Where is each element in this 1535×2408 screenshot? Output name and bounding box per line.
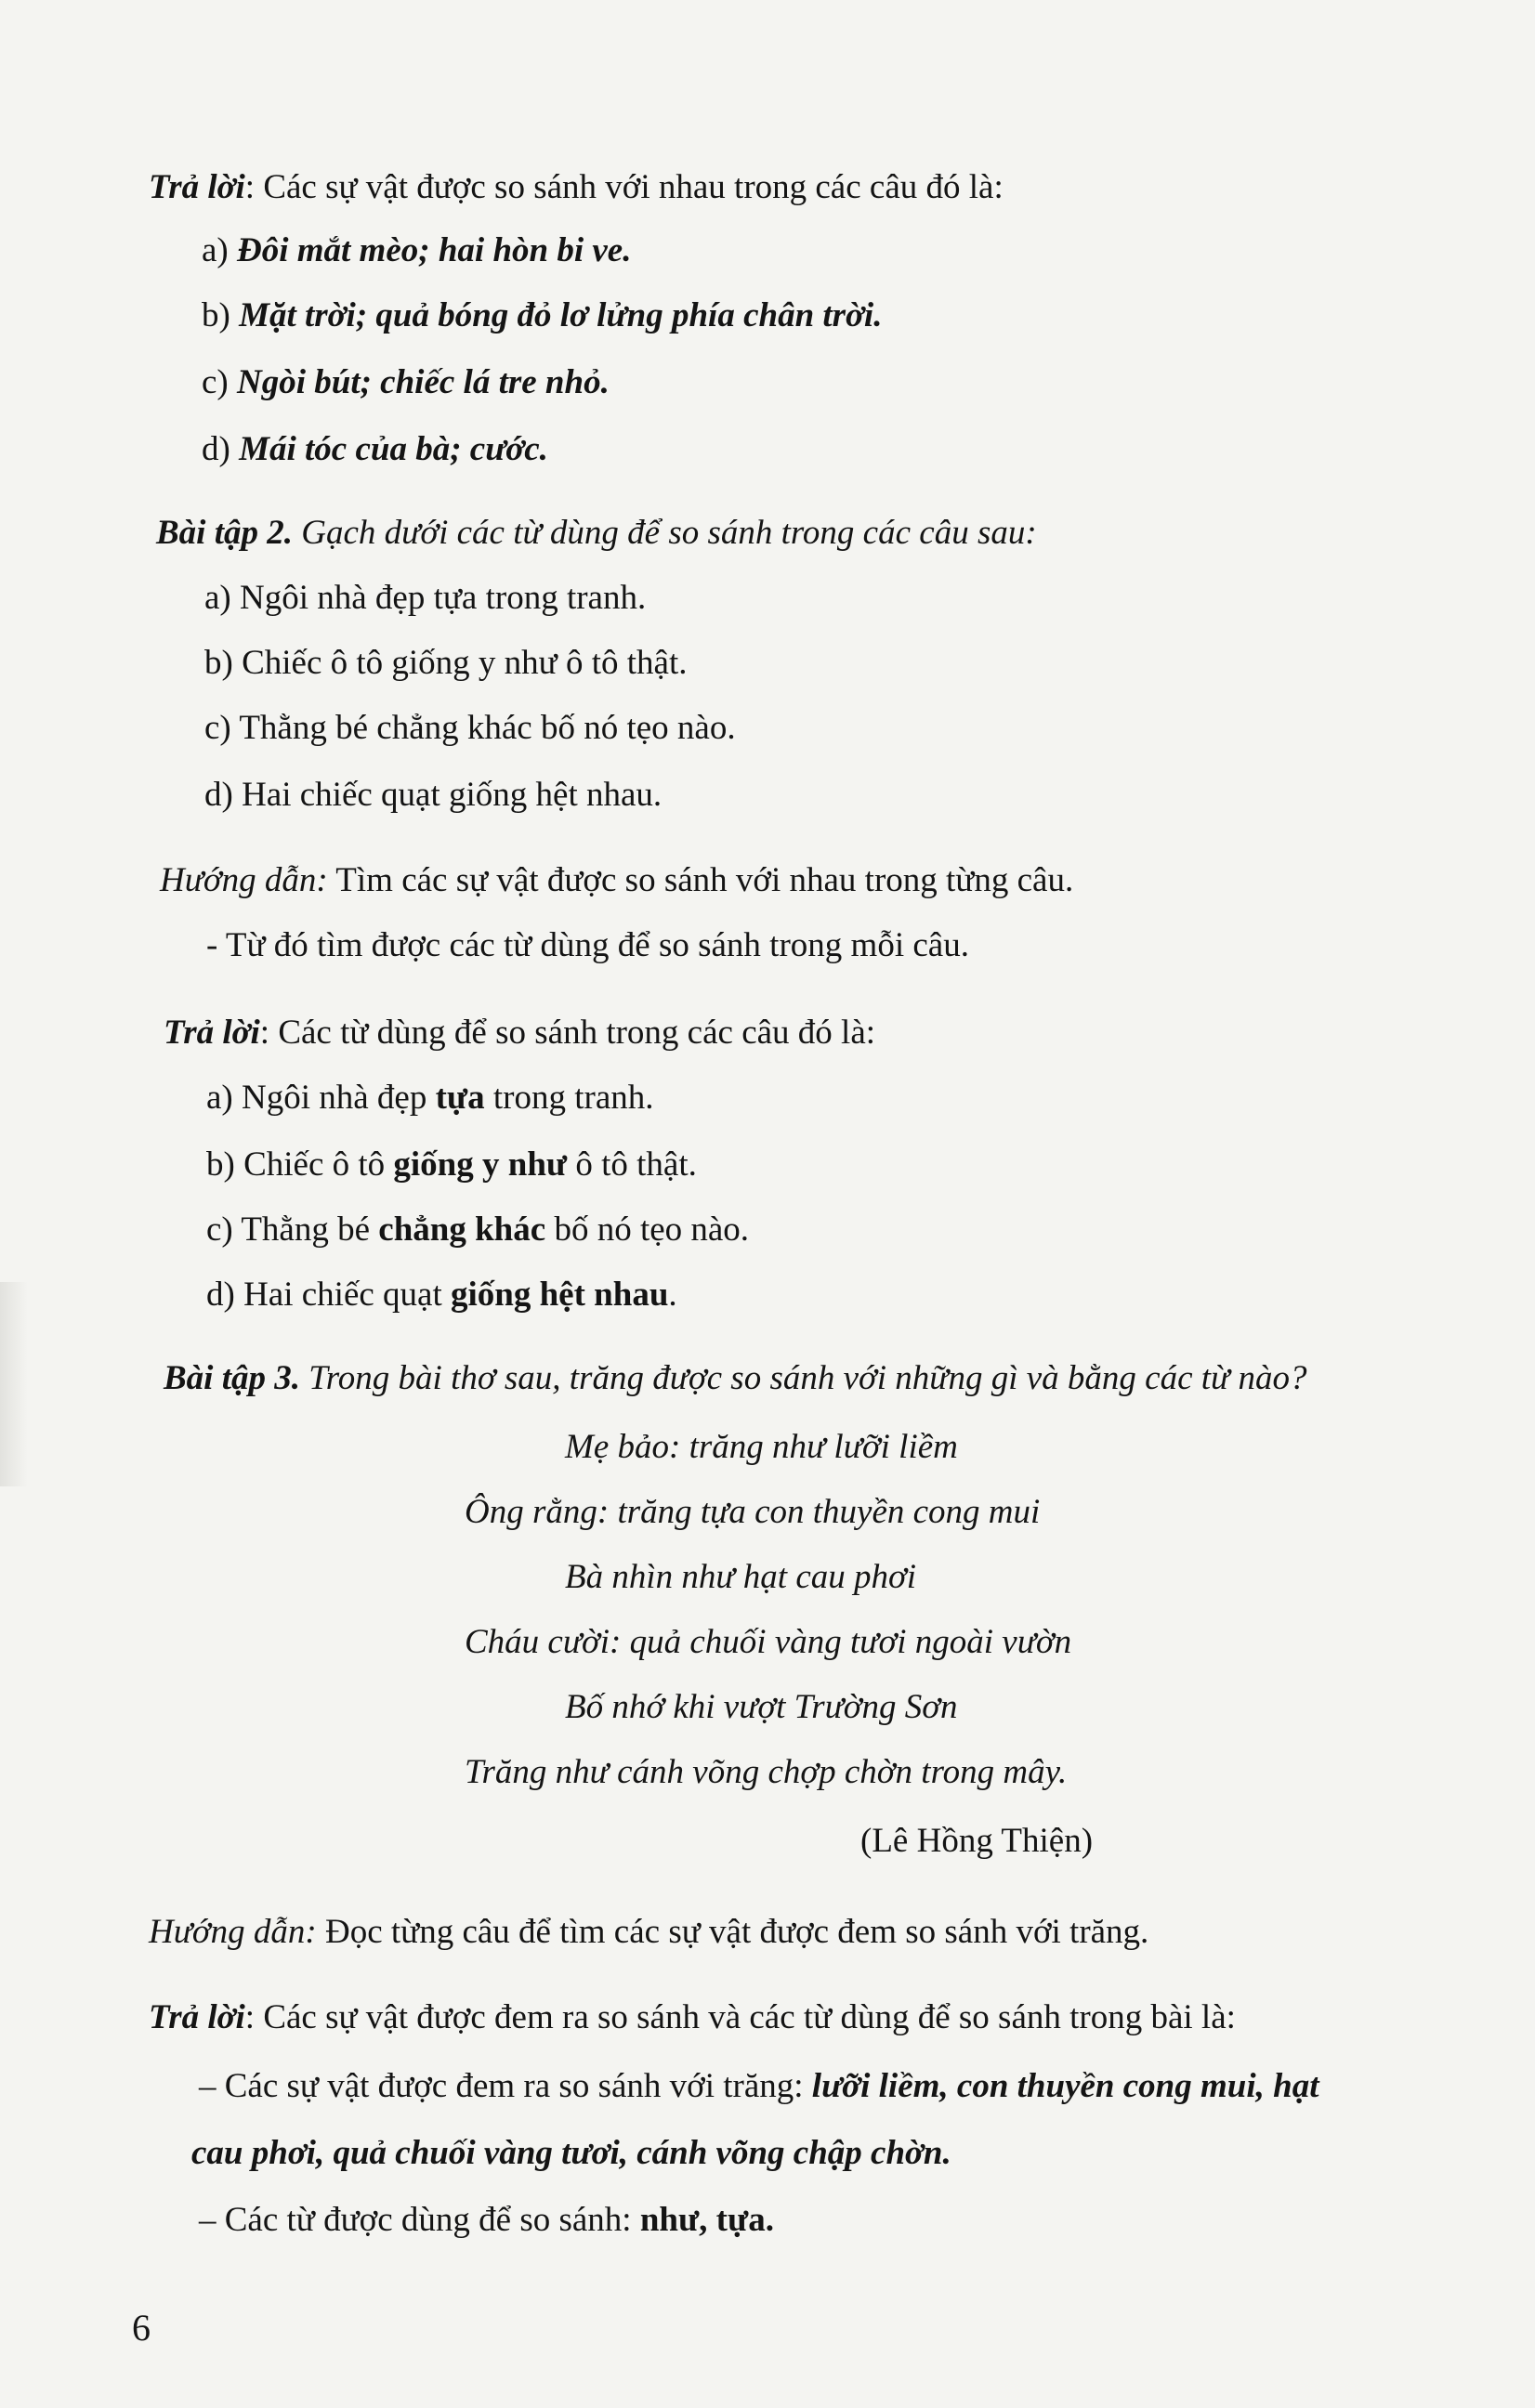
ex1-answer-label: Trả lời (149, 168, 245, 206)
ex2-answer-intro (164, 1013, 875, 1054)
ex3-answer-1-cont: cau phơi, quả chuối vàng tươi, cánh võng chập chờn. (191, 2134, 951, 2172)
ex1-answer-text: : Các sự vật được so sánh với nhau trong các câu đó là: (244, 168, 1004, 206)
ex2-guide-label: Hướng dẫn: (160, 861, 328, 899)
ex1-item-c: c) Ngòi bút; chiếc lá tre nhỏ. (202, 363, 610, 401)
ex3-guide (149, 1912, 1148, 1953)
ex2-item-c: c) Thằng bé chẳng khác bố nó tẹo nào. (204, 709, 736, 747)
ex2-item-d: d) Hai chiếc quạt giống hệt nhau. (204, 776, 663, 814)
ex3-heading (164, 1358, 1306, 1399)
ex3-answer-text: : Các sự vật được đem ra so sánh và các từ dùng để so sánh trong bài là: (244, 1998, 1236, 2036)
ex3-answer-1: – Các sự vật được đem ra so sánh với trăng: lưỡi liềm, con thuyền cong mui, hạt (199, 2067, 1319, 2105)
ex2-answer-label: Trả lời (164, 1014, 260, 1052)
ex2-item-b: b) Chiếc ô tô giống y như ô tô thật. (204, 644, 688, 682)
poem-line-2: Ông rằng: trăng tựa con thuyền cong mui (465, 1493, 1041, 1531)
ex1-item-d: d) Mái tóc của bà; cước. (202, 430, 548, 468)
page-edge-shadow (0, 1282, 28, 1486)
ex2-item-a: a) Ngôi nhà đẹp tựa trong tranh. (204, 579, 647, 617)
ex1-item-a: a) Đôi mắt mèo; hai hòn bi ve. (202, 231, 632, 269)
poem-line-6: Trăng như cánh võng chợp chờn trong mây. (465, 1753, 1068, 1791)
ex2-prompt: Gạch dưới các từ dùng để so sánh trong các câu sau: (293, 514, 1037, 552)
page-number: 6 (132, 2307, 151, 2349)
ex2-label: Bài tập 2. (156, 514, 293, 552)
ex2-heading (156, 513, 1037, 554)
ex3-guide-text: Đọc từng câu để tìm các sự vật được đem so sánh với trăng. (316, 1913, 1149, 1951)
poem-line-5: Bố nhớ khi vượt Trường Sơn (565, 1688, 958, 1726)
ex2-answer-d: d) Hai chiếc quạt giống hệt nhau. (206, 1276, 677, 1314)
ex3-prompt: Trong bài thơ sau, trăng được so sánh với những gì và bằng các từ nào? (300, 1359, 1307, 1397)
ex2-answer-b: b) Chiếc ô tô giống y như ô tô thật. (206, 1145, 697, 1184)
ex2-guide (160, 860, 1073, 901)
ex3-answer-intro (149, 1997, 1236, 2038)
ex3-guide-label: Hướng dẫn: (149, 1913, 317, 1951)
ex2-guide-text: Tìm các sự vật được so sánh với nhau trong từng câu. (327, 861, 1074, 899)
ex2-answer-text: : Các từ dùng để so sánh trong các câu đó là: (259, 1014, 876, 1052)
poem-line-1: Mẹ bảo: trăng như lưỡi liềm (565, 1428, 958, 1466)
ex3-answer-2: – Các từ được dùng để so sánh: như, tựa. (199, 2201, 774, 2239)
ex1-answer-intro (149, 167, 1004, 208)
ex1-item-b: b) Mặt trời; quả bóng đỏ lơ lửng phía chân trời. (202, 296, 883, 334)
ex2-guide-2: - Từ đó tìm được các từ dùng để so sánh trong mỗi câu. (206, 926, 969, 964)
ex2-answer-c: c) Thằng bé chẳng khác bố nó tẹo nào. (206, 1211, 750, 1249)
ex3-label: Bài tập 3. (164, 1359, 300, 1397)
ex2-answer-a: a) Ngôi nhà đẹp tựa trong tranh. (206, 1079, 654, 1117)
poem-line-4: Cháu cười: quả chuối vàng tươi ngoài vườn (465, 1623, 1072, 1661)
poem-author: (Lê Hồng Thiện) (860, 1822, 1094, 1860)
poem-line-3: Bà nhìn như hạt cau phơi (565, 1558, 917, 1596)
ex3-answer-label: Trả lời (149, 1998, 245, 2036)
